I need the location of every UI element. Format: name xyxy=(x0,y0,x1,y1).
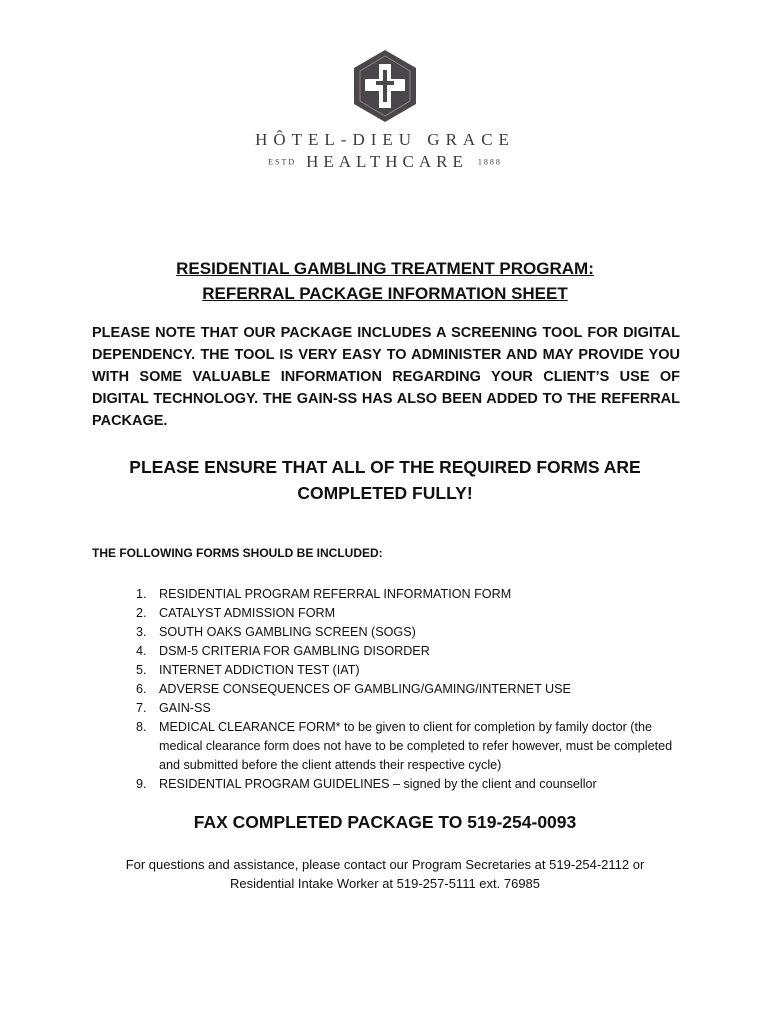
list-item-number: 5. xyxy=(136,663,147,677)
list-item-text: SOUTH OAKS GAMBLING SCREEN (SOGS) xyxy=(159,625,416,639)
list-item-text: RESIDENTIAL PROGRAM REFERRAL INFORMATION FORM xyxy=(159,587,512,601)
list-item-text: RESIDENTIAL PROGRAM GUIDELINES – signed by the client and counsellor xyxy=(159,777,597,791)
list-item xyxy=(136,585,684,604)
list-item xyxy=(136,718,684,775)
forms-list xyxy=(136,585,684,794)
title-line2: REFERRAL PACKAGE INFORMATION SHEET xyxy=(202,284,568,303)
list-item-text: GAIN-SS xyxy=(159,701,211,715)
list-item xyxy=(136,623,684,642)
ensure-notice: PLEASE ENSURE THAT ALL OF THE REQUIRED FORMS ARE COMPLETED FULLY! xyxy=(129,457,641,503)
forms-heading: THE FOLLOWING FORMS SHOULD BE INCLUDED: xyxy=(92,546,383,560)
list-item-text: CATALYST ADMISSION FORM xyxy=(159,606,336,620)
org-name-line2-row xyxy=(0,152,770,172)
list-item-text: DSM-5 CRITERIA FOR GAMBLING DISORDER xyxy=(159,644,430,658)
title-line1: RESIDENTIAL GAMBLING TREATMENT PROGRAM: xyxy=(176,259,594,278)
list-item-number: 7. xyxy=(136,701,147,715)
list-item xyxy=(136,699,684,718)
contact-line1: For questions and assistance, please contact our Program Secretaries at 519-254-2112 or xyxy=(125,857,645,872)
org-est-label: ESTD xyxy=(268,157,297,167)
list-item xyxy=(136,604,684,623)
list-item-text: ADVERSE CONSEQUENCES OF GAMBLING/GAMING/INTERNET USE xyxy=(159,682,571,696)
org-year: 1888 xyxy=(477,157,502,167)
list-item-number: 8. xyxy=(136,720,147,734)
list-item-number: 2. xyxy=(136,606,147,620)
fax-instruction: FAX COMPLETED PACKAGE TO 519-254-0093 xyxy=(193,812,577,832)
contact-line2: Residential Intake Worker at 519-257-5111 ext. 76985 xyxy=(229,876,541,891)
org-logo xyxy=(0,48,770,172)
list-item-number: 1. xyxy=(136,587,147,601)
contact-info xyxy=(90,855,680,893)
list-item-number: 4. xyxy=(136,644,147,658)
list-item xyxy=(136,680,684,699)
list-item xyxy=(136,642,684,661)
package-note: PLEASE NOTE THAT OUR PACKAGE INCLUDES A SCREENING TOOL FOR DIGITAL DEPENDENCY. THE TOOL IS VERY EASY TO ADMINISTER AND MAY PROVIDE YOU WITH SOME VALUABLE INFORMATION REGARDING YOUR CLIENT’S USE OF DIGITAL TECHNOLOGY. THE GAIN-SS HAS ALSO BEEN ADDED TO THE REFERRAL PACKAGE. xyxy=(92,325,680,429)
list-item xyxy=(136,661,684,680)
org-name-line1: HÔTEL-DIEU GRACE xyxy=(255,130,515,149)
list-item-number: 3. xyxy=(136,625,147,639)
list-item-number: 9. xyxy=(136,777,147,791)
list-item-text: INTERNET ADDICTION TEST (IAT) xyxy=(159,663,360,677)
list-item-number: 6. xyxy=(136,682,147,696)
page-title xyxy=(0,256,770,306)
cross-emblem-icon xyxy=(352,48,418,124)
list-item xyxy=(136,775,684,794)
list-item-text: MEDICAL CLEARANCE FORM* to be given to client for completion by family doctor (the medical clearance form does not have to be completed to refer however, must be completed and submitted before the client attends their respective cycle) xyxy=(159,720,673,772)
org-name-line2: HEALTHCARE xyxy=(306,152,468,171)
